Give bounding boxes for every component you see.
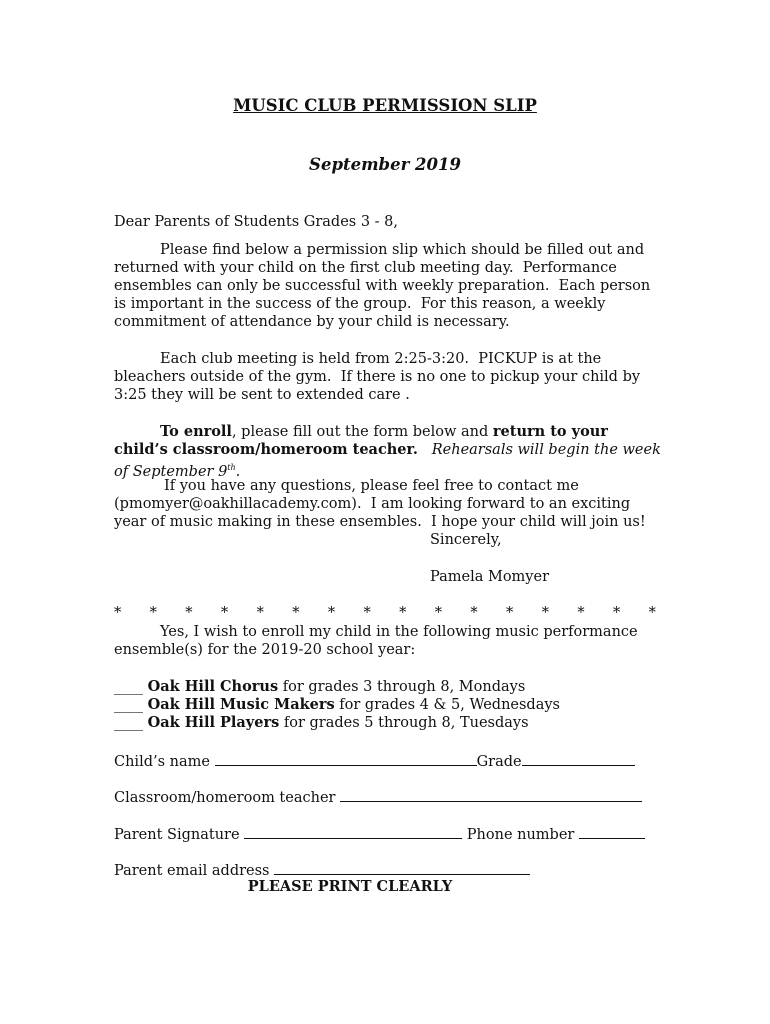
para1-line: Please find below a permission slip which should be filled out and bbox=[160, 242, 645, 258]
star: * bbox=[292, 605, 300, 621]
teacher-field[interactable] bbox=[340, 787, 642, 802]
enroll-text: , please fill out the form below and bbox=[231, 424, 493, 440]
star: * bbox=[327, 605, 336, 621]
para1-line: ensembles can only be successful with weekly preparation. Each person bbox=[114, 278, 651, 294]
parent-email-label: Parent email address bbox=[114, 863, 270, 879]
star: * bbox=[363, 605, 371, 621]
child-name-label: Child’s name bbox=[114, 754, 210, 770]
star: * bbox=[541, 605, 549, 621]
star: * bbox=[185, 605, 193, 621]
star: * bbox=[506, 605, 514, 621]
star: * bbox=[220, 605, 229, 621]
star: * bbox=[114, 605, 122, 621]
star: * bbox=[256, 605, 264, 621]
ensemble-detail: for grades 5 through 8, Tuesdays bbox=[279, 715, 529, 731]
ensemble-option[interactable] bbox=[114, 696, 560, 714]
para1-line: is important in the success of the group. For this reason, a weekly bbox=[114, 296, 606, 312]
teacher-label: Classroom/homeroom teacher bbox=[114, 790, 336, 806]
para2-line: 3:25 they will be sent to extended care . bbox=[114, 387, 410, 403]
ensemble-detail: for grades 3 through 8, Mondays bbox=[278, 679, 526, 695]
grade-label: Grade bbox=[476, 754, 522, 770]
parent-email-field[interactable] bbox=[274, 860, 530, 875]
week-end: . bbox=[235, 463, 241, 480]
star: * bbox=[648, 605, 656, 621]
checkbox-blank[interactable]: ____ bbox=[114, 697, 143, 713]
enroll-intro-line: Yes, I wish to enroll my child in the following music performance bbox=[160, 624, 638, 640]
star: * bbox=[149, 605, 157, 621]
para1-line: returned with your child on the first club meeting day. Performance bbox=[114, 260, 617, 276]
return-bold: return to your bbox=[492, 423, 608, 440]
week-superscript: th bbox=[227, 463, 236, 472]
page-date: September 2019 bbox=[309, 155, 461, 174]
phone-label: Phone number bbox=[466, 827, 575, 843]
para2-line: bleachers outside of the gym. If there is no one to pickup your child by bbox=[114, 369, 641, 385]
grade-field[interactable] bbox=[522, 751, 635, 766]
signature-row bbox=[114, 824, 645, 844]
ensemble-name: Oak Hill Chorus bbox=[147, 678, 279, 695]
salutation: Dear Parents of Students Grades 3 - 8, bbox=[114, 214, 399, 230]
page-title: MUSIC CLUB PERMISSION SLIP bbox=[233, 96, 537, 115]
enroll-instructions-line bbox=[114, 441, 661, 459]
phone-field[interactable] bbox=[579, 824, 645, 839]
para1-line: commitment of attendance by your child is necessary. bbox=[114, 314, 510, 330]
para2-line: Each club meeting is held from 2:25-3:20. PICKUP is at the bbox=[160, 351, 602, 367]
parent-signature-field[interactable] bbox=[244, 824, 462, 839]
child-name-field[interactable] bbox=[215, 751, 477, 766]
checkbox-blank[interactable]: ____ bbox=[114, 715, 143, 731]
signature-name: Pamela Momyer bbox=[430, 569, 550, 585]
ensemble-detail: for grades 4 & 5, Wednesdays bbox=[334, 697, 560, 713]
to-enroll-bold: To enroll bbox=[160, 423, 232, 440]
enroll-instructions-line bbox=[114, 423, 608, 441]
rehearsals-italic: Rehearsals will begin the week bbox=[417, 442, 661, 458]
email-row bbox=[114, 860, 530, 880]
teacher-row bbox=[114, 787, 642, 807]
enroll-intro-line: ensemble(s) for the 2019-20 school year: bbox=[114, 642, 416, 658]
ensemble-name: Oak Hill Players bbox=[147, 714, 280, 731]
star: * bbox=[612, 605, 621, 621]
ensemble-option[interactable] bbox=[114, 678, 525, 696]
star: * bbox=[399, 605, 407, 621]
star: * bbox=[577, 605, 585, 621]
ensemble-option[interactable] bbox=[114, 714, 529, 732]
ensemble-name: Oak Hill Music Makers bbox=[147, 696, 335, 713]
star-divider bbox=[114, 604, 656, 622]
para4-line: (pmomyer@oakhillacademy.com). I am looking forward to an exciting bbox=[114, 496, 631, 512]
parent-signature-label: Parent Signature bbox=[114, 827, 240, 843]
checkbox-blank[interactable]: ____ bbox=[114, 679, 143, 695]
print-clearly-note: PLEASE PRINT CLEARLY bbox=[247, 878, 453, 895]
star: * bbox=[470, 605, 478, 621]
para4-line: year of music making in these ensembles. I hope your child will join us! bbox=[114, 514, 646, 530]
week-italic: of September 9 bbox=[114, 463, 228, 480]
closing: Sincerely, bbox=[430, 532, 502, 548]
child-name-row bbox=[114, 751, 635, 771]
para4-line: If you have any questions, please feel free to contact me bbox=[164, 478, 579, 494]
star: * bbox=[434, 605, 443, 621]
classroom-bold: child’s classroom/homeroom teacher. bbox=[114, 441, 418, 458]
